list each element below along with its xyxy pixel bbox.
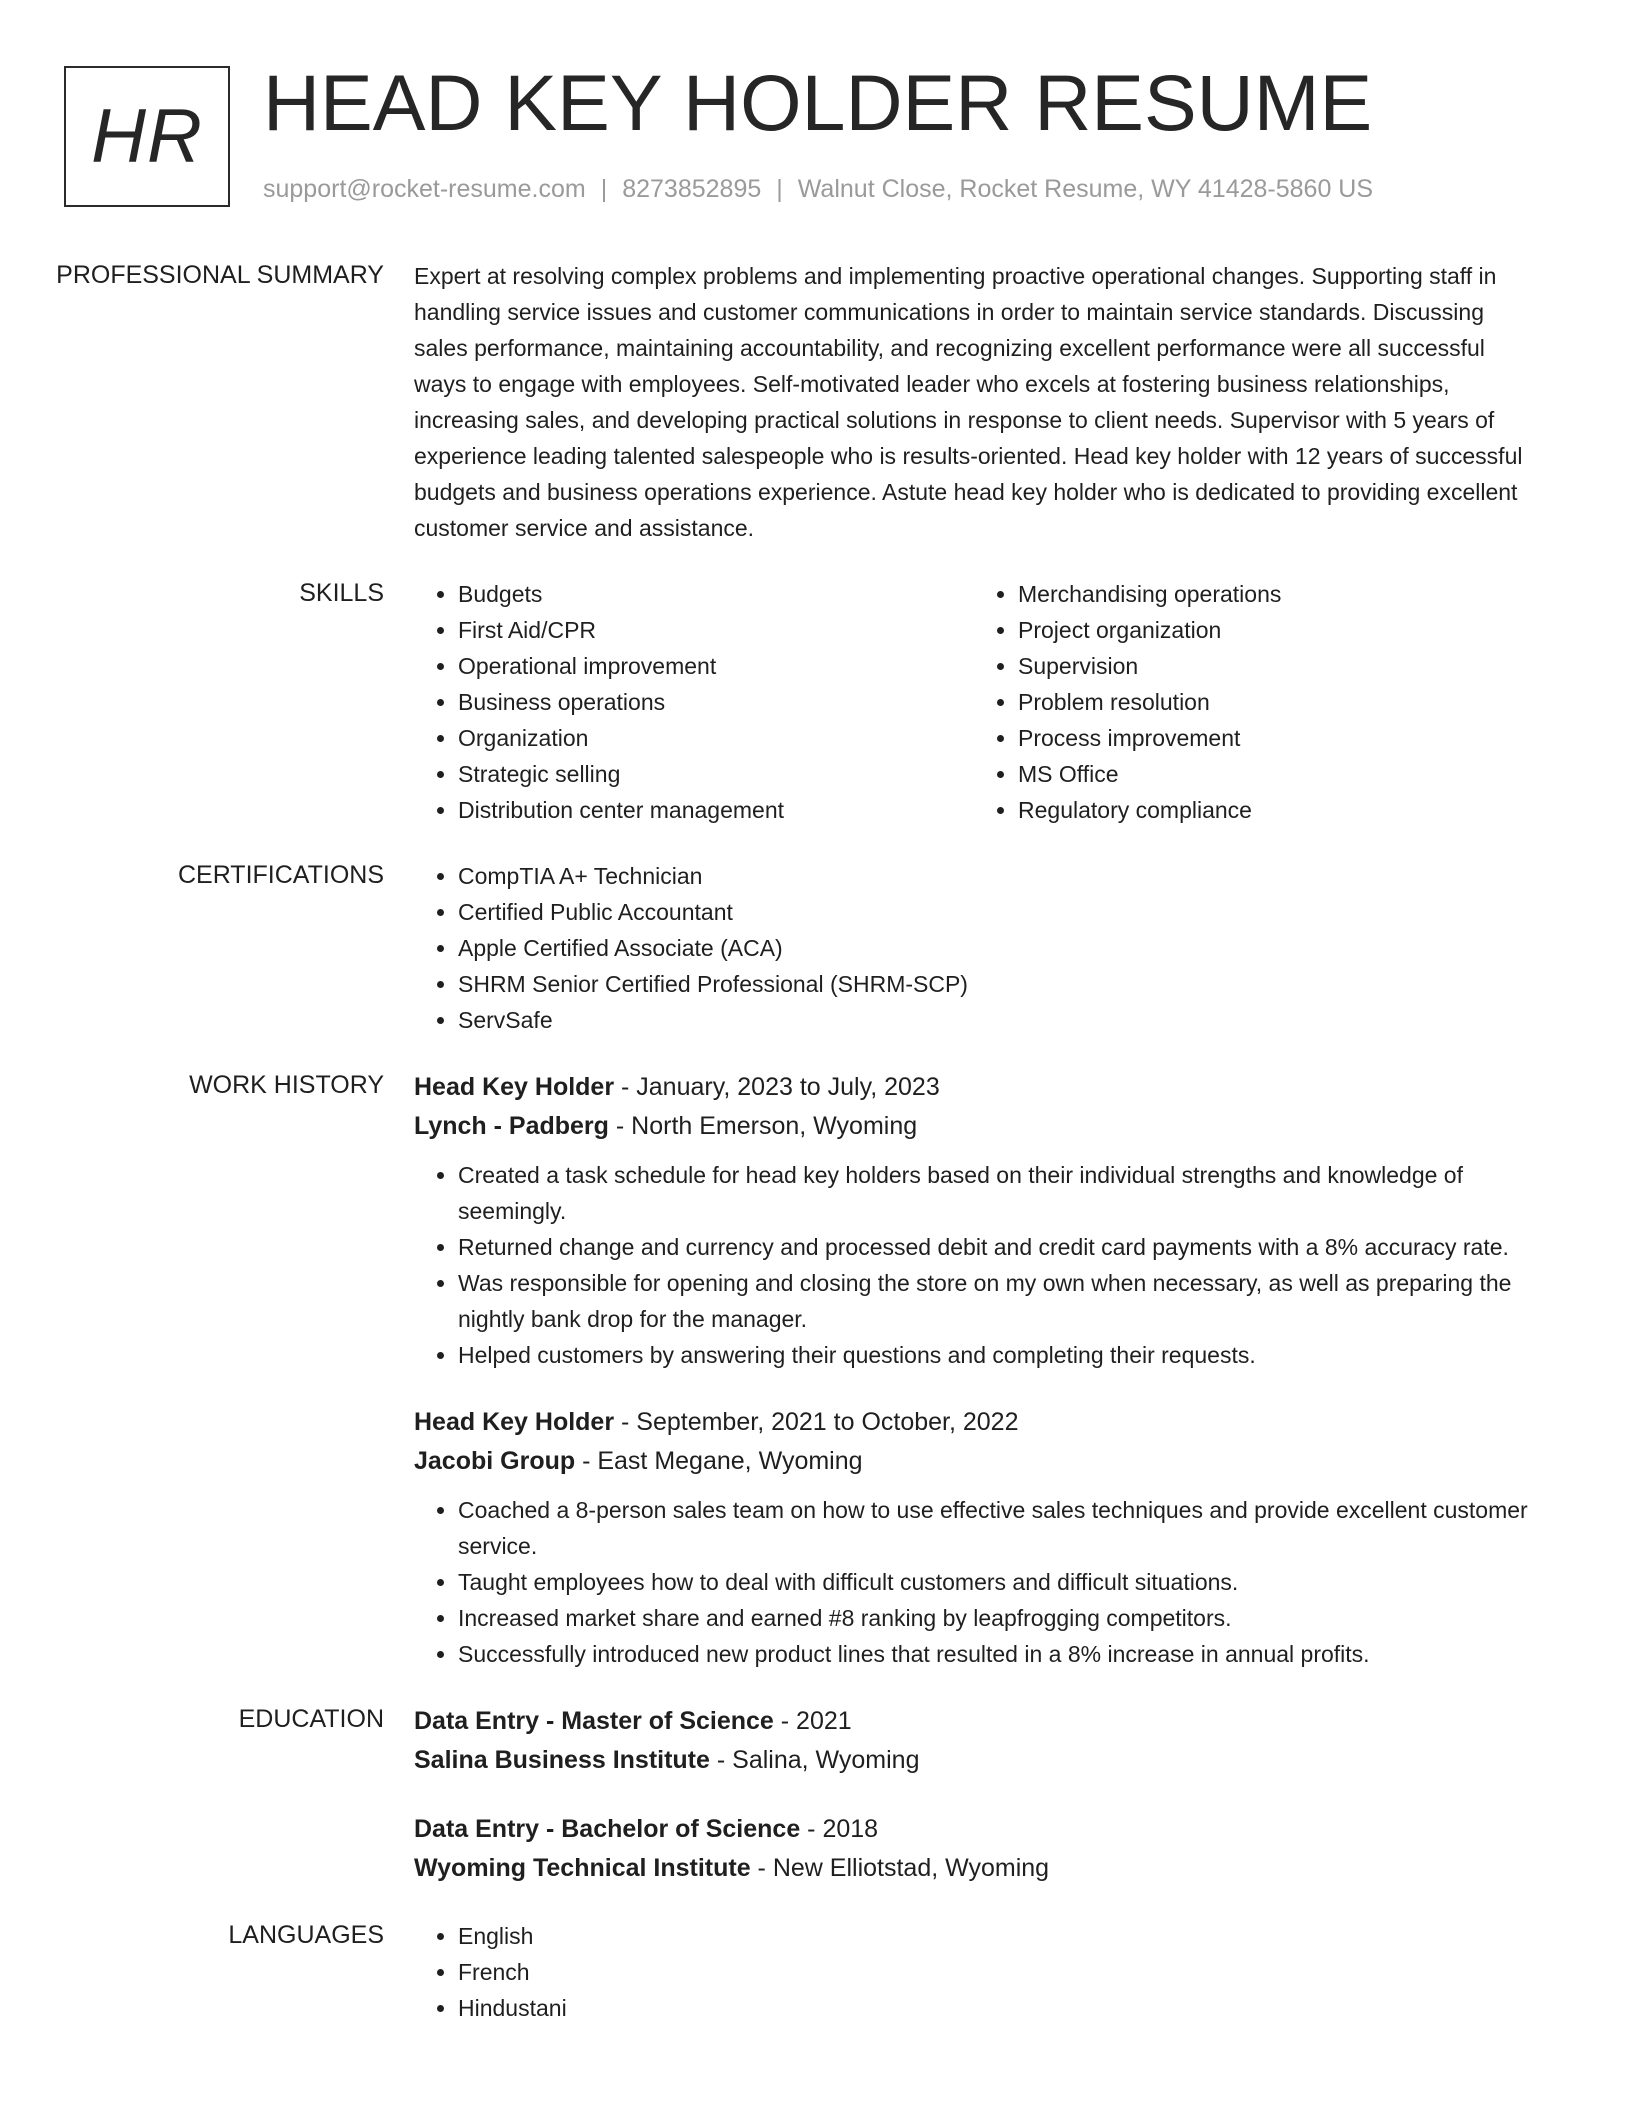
degree: Data Entry - Master of Science bbox=[414, 1707, 774, 1735]
job-company: Lynch - Padberg bbox=[414, 1112, 609, 1140]
monogram-logo: HR bbox=[64, 66, 230, 207]
job-title: Head Key Holder bbox=[414, 1408, 615, 1436]
skills-list-right bbox=[974, 576, 1534, 828]
job-company: Jacobi Group bbox=[414, 1447, 576, 1475]
resume-title: HEAD KEY HOLDER RESUME bbox=[263, 58, 1373, 147]
school-line bbox=[414, 1741, 1534, 1780]
job-bullets bbox=[414, 1492, 1534, 1672]
job-bullet: • Coached a 8-person sales team on how to use effective sales techniques and provide excellent customer service. bbox=[458, 1492, 1534, 1564]
job-bullet: • Created a task schedule for head key holders based on their individual strengths and knowledge of seemingly. bbox=[458, 1157, 1534, 1229]
skills-list-left bbox=[414, 576, 974, 828]
skill-item: • Business operations bbox=[458, 684, 974, 720]
section-label: SKILLS bbox=[299, 579, 384, 607]
job-company-line bbox=[414, 1107, 1534, 1146]
contact-separator: | bbox=[776, 175, 783, 203]
language-item: • French bbox=[458, 1954, 1534, 1990]
job-bullet: • Returned change and currency and processed debit and credit card payments with a 8% accuracy rate. bbox=[458, 1229, 1534, 1265]
school: Salina Business Institute bbox=[414, 1746, 710, 1774]
job-title: Head Key Holder bbox=[414, 1073, 615, 1101]
certification-item: • CompTIA A+ Technician bbox=[458, 858, 1534, 894]
job-location: - East Megane, Wyoming bbox=[575, 1447, 863, 1475]
degree-year: - 2021 bbox=[773, 1707, 852, 1735]
skill-item: • Distribution center management bbox=[458, 792, 974, 828]
summary-section bbox=[0, 258, 1632, 546]
section-label: WORK HISTORY bbox=[189, 1071, 384, 1099]
resume-content bbox=[0, 258, 1632, 2026]
job-entry bbox=[414, 1068, 1534, 1373]
contact-phone: 8273852895 bbox=[622, 175, 762, 203]
certification-item: • SHRM Senior Certified Professional (SHRM-SCP) bbox=[458, 966, 1534, 1002]
skill-item: • Regulatory compliance bbox=[1018, 792, 1534, 828]
job-bullet: • Successfully introduced new product lines that resulted in a 8% increase in annual profits. bbox=[458, 1636, 1534, 1672]
job-bullet: • Was responsible for opening and closing the store on my own when necessary, as well as preparing the nightly bank drop for the manager. bbox=[458, 1265, 1534, 1337]
job-location: - North Emerson, Wyoming bbox=[608, 1112, 918, 1140]
skills-section bbox=[0, 576, 1632, 828]
language-item: • English bbox=[458, 1918, 1534, 1954]
school-location: - New Elliotstad, Wyoming bbox=[750, 1854, 1050, 1882]
degree-line bbox=[414, 1810, 1534, 1849]
skill-item: • Operational improvement bbox=[458, 648, 974, 684]
job-entry bbox=[414, 1403, 1534, 1672]
languages-section bbox=[0, 1918, 1632, 2026]
section-label: LANGUAGES bbox=[228, 1921, 384, 1949]
certification-item: • Certified Public Accountant bbox=[458, 894, 1534, 930]
school: Wyoming Technical Institute bbox=[414, 1854, 751, 1882]
skill-item: • Strategic selling bbox=[458, 756, 974, 792]
certification-item: • Apple Certified Associate (ACA) bbox=[458, 930, 1534, 966]
contact-address: Walnut Close, Rocket Resume, WY 41428-5860 US bbox=[797, 175, 1374, 203]
languages-list bbox=[414, 1918, 1534, 2026]
job-title-line bbox=[414, 1068, 1534, 1107]
skill-item: • Process improvement bbox=[1018, 720, 1534, 756]
job-bullet: • Helped customers by answering their questions and completing their requests. bbox=[458, 1337, 1534, 1373]
skill-item: • First Aid/CPR bbox=[458, 612, 974, 648]
contact-email: support@rocket-resume.com bbox=[263, 175, 586, 203]
contact-line bbox=[263, 175, 1373, 204]
school-line bbox=[414, 1849, 1534, 1888]
section-label: CERTIFICATIONS bbox=[177, 861, 384, 889]
language-item: • Hindustani bbox=[458, 1990, 1534, 2026]
job-title-line bbox=[414, 1403, 1534, 1442]
job-company-line bbox=[414, 1442, 1534, 1481]
degree-year: - 2018 bbox=[800, 1815, 879, 1843]
skill-item: • Project organization bbox=[1018, 612, 1534, 648]
certifications-section bbox=[0, 858, 1632, 1038]
job-dates: - September, 2021 to October, 2022 bbox=[614, 1408, 1019, 1436]
skill-item: • Supervision bbox=[1018, 648, 1534, 684]
job-dates: - January, 2023 to July, 2023 bbox=[614, 1073, 940, 1101]
skill-item: • Organization bbox=[458, 720, 974, 756]
summary-text: Expert at resolving complex problems and implementing proactive operational changes. Supporting staff in handling service issues and customer communications in order to maintain service standards. Discussing sales performance, maintaining accountability, and recognizing excellent performance were all successful ways to engage with employees. Self-motivated leader who excels at fostering business relationships, increasing sales, and developing practical solutions in response to client needs. Supervisor with 5 years of experience leading talented salespeople who is results-oriented. Head key holder with 12 years of successful budgets and business operations experience. Astute head key holder who is dedicated to providing excellent customer service and assistance. bbox=[414, 263, 1523, 541]
degree: Data Entry - Bachelor of Science bbox=[414, 1815, 801, 1843]
education-entry bbox=[414, 1810, 1534, 1888]
work-history-section bbox=[0, 1068, 1632, 1672]
certifications-list bbox=[414, 858, 1534, 1038]
skill-item: • Problem resolution bbox=[1018, 684, 1534, 720]
job-bullets bbox=[414, 1157, 1534, 1373]
degree-line bbox=[414, 1702, 1534, 1741]
job-bullet: • Taught employees how to deal with difficult customers and difficult situations. bbox=[458, 1564, 1534, 1600]
skill-item: • MS Office bbox=[1018, 756, 1534, 792]
skill-item: • Merchandising operations bbox=[1018, 576, 1534, 612]
education-entry bbox=[414, 1702, 1534, 1780]
section-label: PROFESSIONAL SUMMARY bbox=[56, 261, 384, 289]
certification-item: • ServSafe bbox=[458, 1002, 1534, 1038]
education-section bbox=[0, 1702, 1632, 1888]
school-location: - Salina, Wyoming bbox=[709, 1746, 920, 1774]
skill-item: • Budgets bbox=[458, 576, 974, 612]
job-bullet: • Increased market share and earned #8 ranking by leapfrogging competitors. bbox=[458, 1600, 1534, 1636]
section-label: EDUCATION bbox=[238, 1705, 384, 1733]
contact-separator: | bbox=[600, 175, 608, 203]
